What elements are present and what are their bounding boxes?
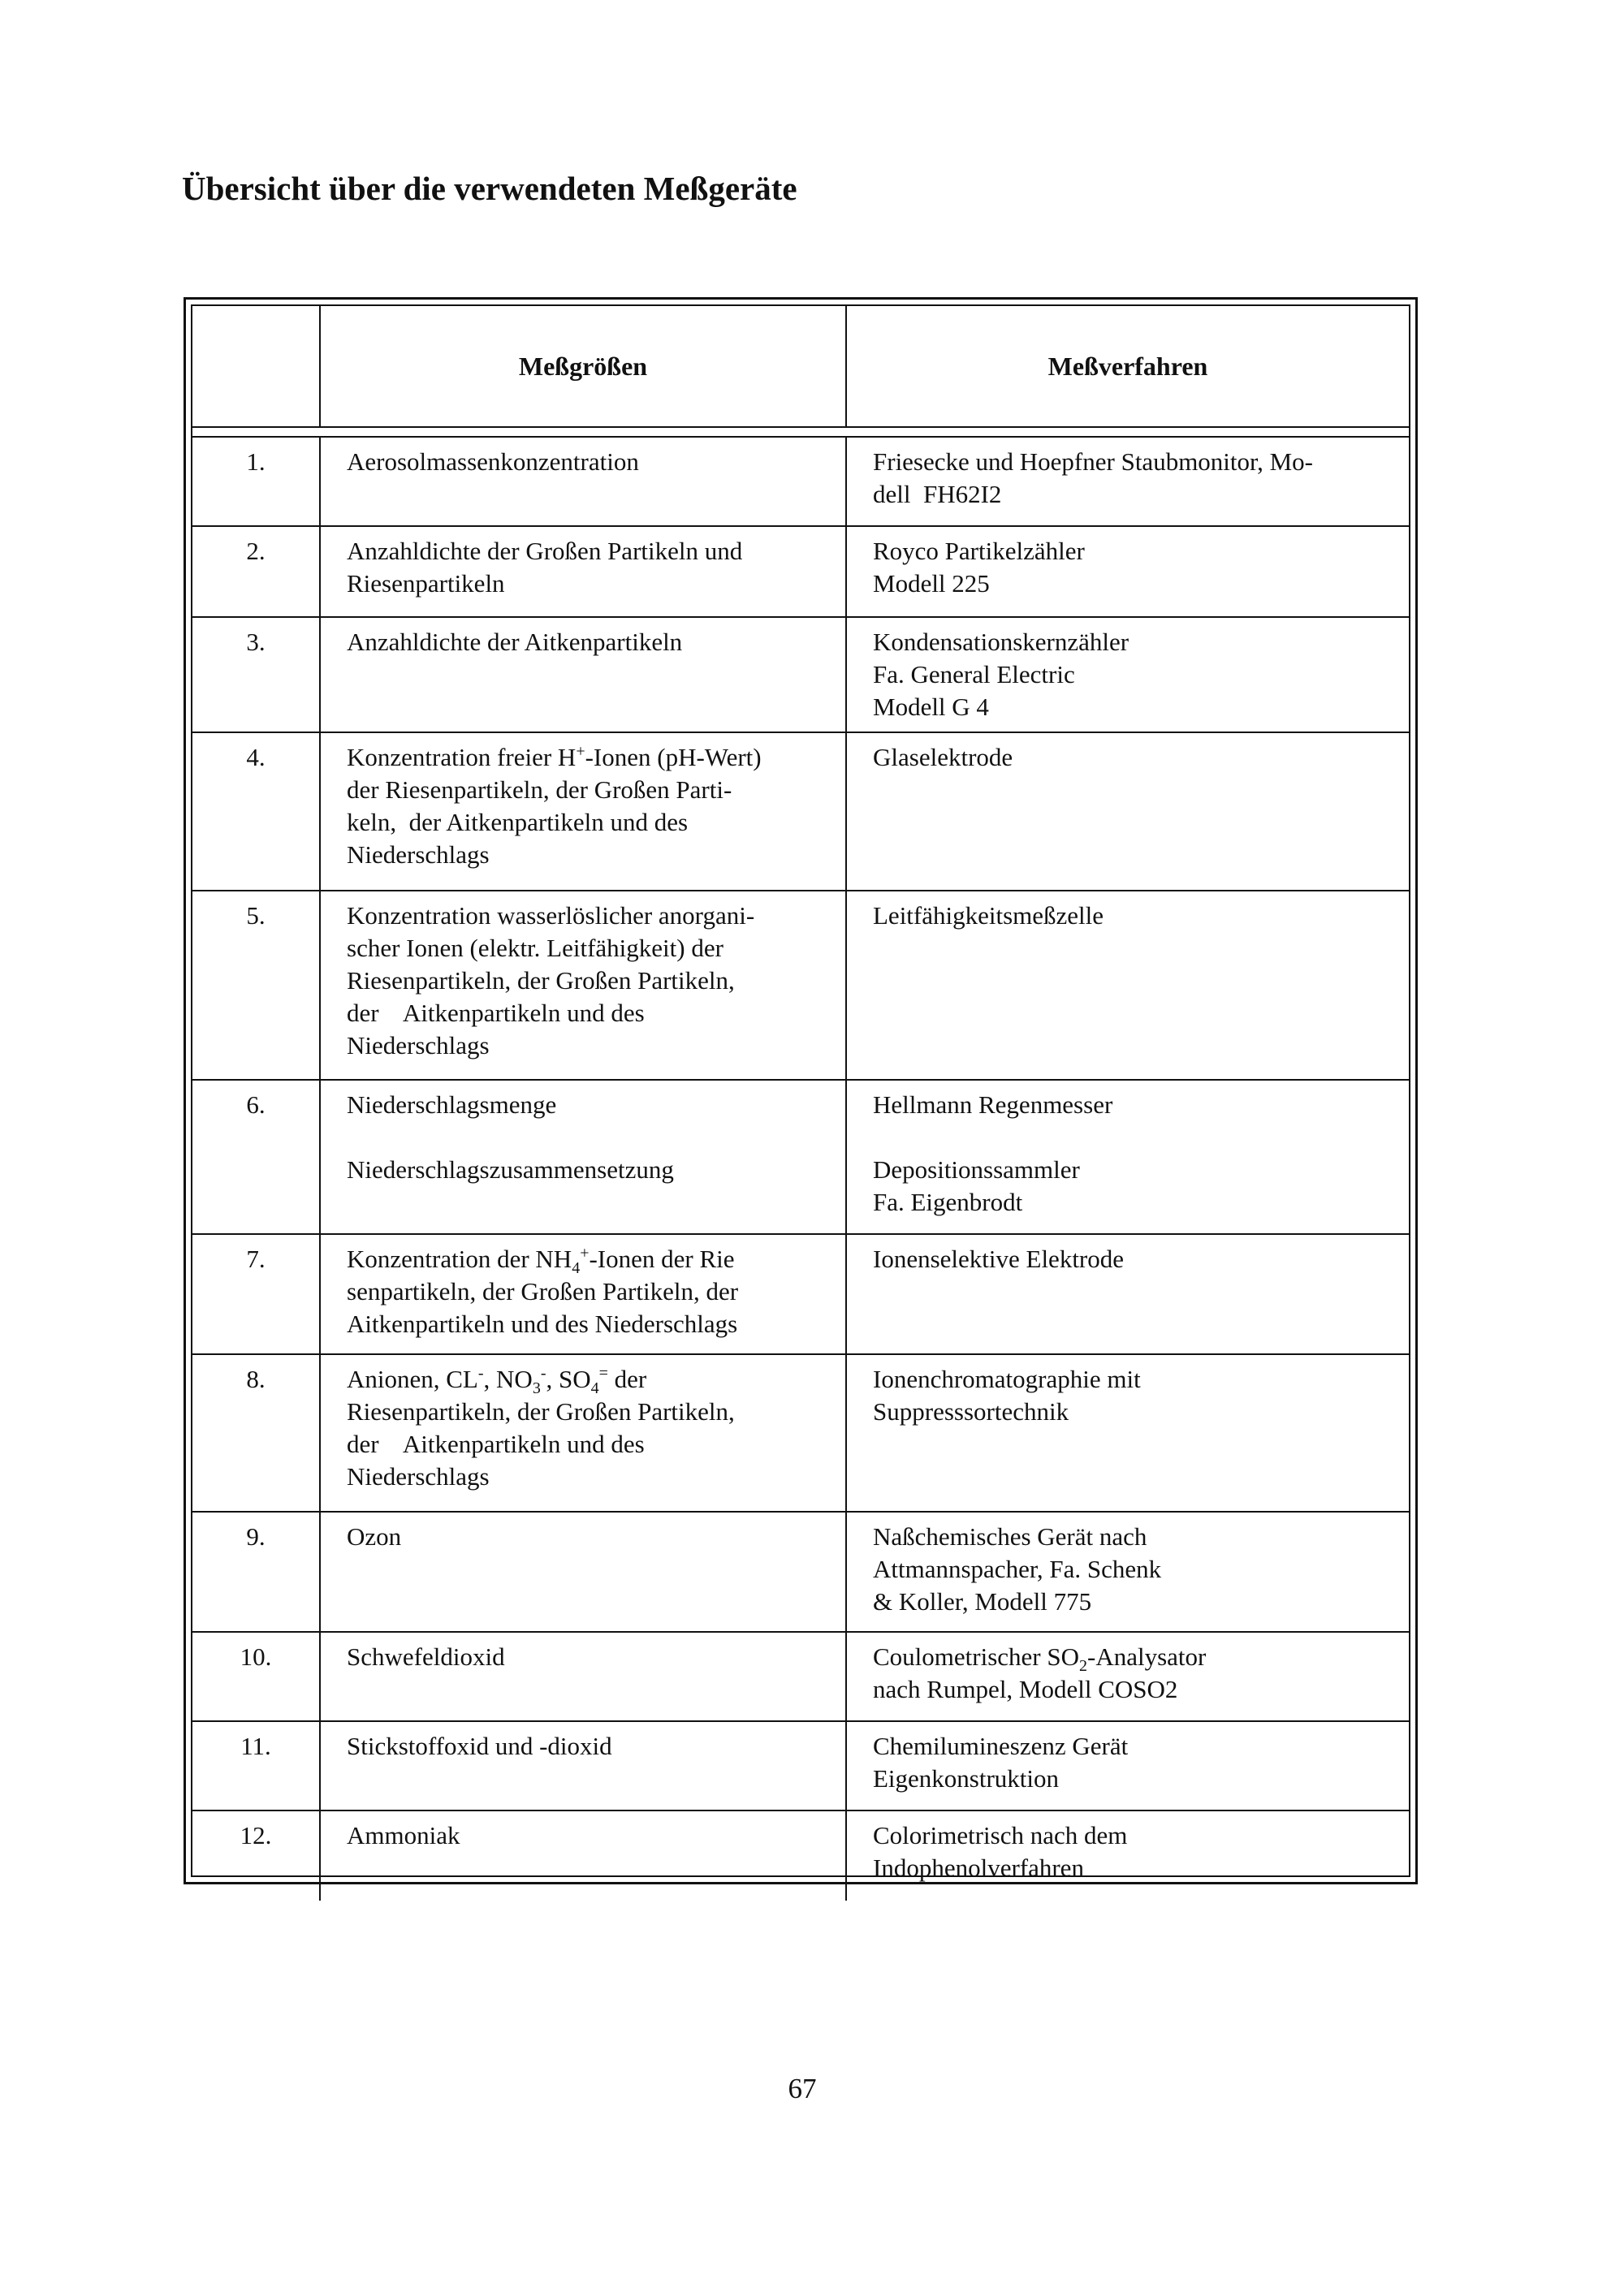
quantity-line: senpartikeln, der Großen Partikeln, der xyxy=(347,1277,739,1306)
method-line: Chemilumineszenz Gerät xyxy=(873,1732,1129,1760)
quantity-line: der Riesenpartikeln, der Großen Parti- xyxy=(347,775,732,804)
quantity-line: Niederschlags xyxy=(347,1031,490,1060)
method-line: Glaselektrode xyxy=(873,743,1013,771)
method-cell xyxy=(846,617,1409,732)
page-number: 67 xyxy=(788,2073,817,2104)
method-line: Indophenolverfahren xyxy=(873,1854,1084,1882)
method-cell xyxy=(846,1080,1409,1234)
method-line: Hellmann Regenmesser xyxy=(873,1090,1113,1119)
method-text: -Analysator xyxy=(1087,1642,1207,1671)
quantity-cell xyxy=(320,1234,846,1354)
superscript: + xyxy=(576,742,585,761)
row-number: 9. xyxy=(192,1512,320,1632)
table-row xyxy=(192,1810,1409,1901)
page-title: Übersicht über die verwendeten Meßgeräte xyxy=(182,170,797,207)
quantity-line: Stickstoffoxid und -dioxid xyxy=(347,1732,612,1760)
table-row xyxy=(192,1080,1409,1234)
quantity-first-line xyxy=(347,1243,821,1278)
quantity-text: -Ionen der Rie xyxy=(589,1245,735,1273)
quantity-cell xyxy=(320,1810,846,1901)
method-line: & Koller, Modell 775 xyxy=(873,1587,1092,1616)
table-row xyxy=(192,1354,1409,1512)
method-cell xyxy=(846,437,1409,526)
method-line: dell FH62I2 xyxy=(873,480,1002,508)
line-gap xyxy=(873,1121,1384,1154)
row-number: 2. xyxy=(192,526,320,617)
quantity-line: Konzentration wasserlöslicher anorgani- xyxy=(347,901,755,930)
quantity-line: Niederschlags xyxy=(347,1462,490,1491)
quantity-cell xyxy=(320,891,846,1080)
method-line: Leitfähigkeitsmeßzelle xyxy=(873,901,1104,930)
quantity-line: der Aitkenpartikeln und des xyxy=(347,1430,645,1458)
header-gap xyxy=(192,427,1409,437)
method-line: Modell G 4 xyxy=(873,693,989,721)
quantity-cell xyxy=(320,1354,846,1512)
row-number: 7. xyxy=(192,1234,320,1354)
quantity-cell xyxy=(320,1512,846,1632)
quantity-cell xyxy=(320,1080,846,1234)
row-number: 6. xyxy=(192,1080,320,1234)
row-number: 4. xyxy=(192,732,320,891)
quantity-cell xyxy=(320,437,846,526)
anion-text: der xyxy=(607,1365,647,1393)
table-row xyxy=(192,1632,1409,1721)
superscript: = xyxy=(598,1364,608,1383)
quantity-line: Riesenpartikeln, der Großen Partikeln, xyxy=(347,966,735,995)
method-cell xyxy=(846,1632,1409,1721)
quantity-cell xyxy=(320,1721,846,1810)
row-number: 1. xyxy=(192,437,320,526)
quantity-text: -Ionen (pH-Wert) xyxy=(585,743,762,771)
row-number: 5. xyxy=(192,891,320,1080)
quantity-cell xyxy=(320,1632,846,1721)
superscript: - xyxy=(477,1364,484,1383)
method-line: Modell 225 xyxy=(873,569,990,598)
quantity-line: Riesenpartikeln xyxy=(347,569,505,598)
quantity-line: Anzahldichte der Großen Partikeln und xyxy=(347,537,743,565)
method-line: Attmannspacher, Fa. Schenk xyxy=(873,1555,1162,1583)
method-line: Fa. Eigenbrodt xyxy=(873,1188,1023,1216)
method-cell xyxy=(846,1810,1409,1901)
method-cell xyxy=(846,891,1409,1080)
method-line: Depositionssammler xyxy=(873,1155,1080,1184)
quantity-line: Niederschlagszusammensetzung xyxy=(347,1155,674,1184)
anion-text: , SO xyxy=(546,1365,591,1393)
quantity-line: der Aitkenpartikeln und des xyxy=(347,999,645,1027)
quantity-line: Niederschlags xyxy=(347,840,490,869)
method-cell xyxy=(846,1354,1409,1512)
header-methods: Meßverfahren xyxy=(846,306,1409,427)
method-line: Friesecke und Hoepfner Staubmonitor, Mo- xyxy=(873,447,1314,476)
quantity-text: Konzentration freier H xyxy=(347,743,577,771)
method-line: Eigenkonstruktion xyxy=(873,1764,1060,1793)
subscript: 4 xyxy=(590,1379,599,1398)
method-line: Naßchemisches Gerät nach xyxy=(873,1522,1147,1551)
instrument-table-inner xyxy=(191,304,1410,1882)
row-number: 8. xyxy=(192,1354,320,1512)
method-line: Ionenselektive Elektrode xyxy=(873,1245,1125,1273)
superscript: - xyxy=(540,1364,546,1383)
quantity-line: Riesenpartikeln, der Großen Partikeln, xyxy=(347,1397,735,1426)
header-quantities: Meßgrößen xyxy=(320,306,846,427)
quantity-first-line xyxy=(347,741,821,774)
anion-text: Anionen, CL xyxy=(347,1365,478,1393)
method-cell xyxy=(846,1512,1409,1632)
quantity-line: Aitkenpartikeln und des Niederschlags xyxy=(347,1310,738,1338)
table-row xyxy=(192,617,1409,732)
quantity-cell xyxy=(320,526,846,617)
subscript: 3 xyxy=(532,1379,541,1398)
quantity-line: Niederschlagsmenge xyxy=(347,1090,557,1119)
method-text: Coulometrischer SO xyxy=(873,1642,1079,1671)
quantity-line: Schwefeldioxid xyxy=(347,1642,505,1671)
anion-line xyxy=(347,1363,821,1396)
table-row xyxy=(192,437,1409,526)
method-line: nach Rumpel, Modell COSO2 xyxy=(873,1675,1178,1703)
quantity-line: Ammoniak xyxy=(347,1821,460,1849)
row-number: 3. xyxy=(192,617,320,732)
method-line: Royco Partikelzähler xyxy=(873,537,1085,565)
superscript: + xyxy=(580,1244,590,1262)
instrument-table xyxy=(192,306,1409,1901)
subscript: 2 xyxy=(1079,1657,1087,1676)
row-number: 11. xyxy=(192,1721,320,1810)
quantity-line: keln, der Aitkenpartikeln und des xyxy=(347,808,689,836)
table-row xyxy=(192,1721,1409,1810)
method-cell xyxy=(846,526,1409,617)
quantity-line: Aerosolmassenkonzentration xyxy=(347,447,639,476)
row-number: 12. xyxy=(192,1810,320,1901)
quantity-line: Ozon xyxy=(347,1522,402,1551)
subscript: 4 xyxy=(572,1259,581,1278)
table-row xyxy=(192,891,1409,1080)
line-gap xyxy=(347,1121,821,1154)
quantity-line: Anzahldichte der Aitkenpartikeln xyxy=(347,628,683,656)
method-line: Suppresssortechnik xyxy=(873,1397,1069,1426)
quantity-text: Konzentration der NH xyxy=(347,1245,572,1273)
method-line: Fa. General Electric xyxy=(873,660,1075,688)
method-line: Colorimetrisch nach dem xyxy=(873,1821,1128,1849)
table-row xyxy=(192,732,1409,891)
table-header-row xyxy=(192,306,1409,427)
quantity-cell xyxy=(320,617,846,732)
header-number xyxy=(192,306,320,427)
quantity-cell xyxy=(320,732,846,891)
table-row xyxy=(192,526,1409,617)
anion-text: , NO xyxy=(483,1365,533,1393)
method-cell xyxy=(846,1721,1409,1810)
method-first-line xyxy=(873,1641,1384,1676)
method-line: Kondensationskernzähler xyxy=(873,628,1129,656)
quantity-line: scher Ionen (elektr. Leitfähigkeit) der xyxy=(347,934,723,962)
method-line: Ionenchromatographie mit xyxy=(873,1365,1141,1393)
table-row xyxy=(192,1512,1409,1632)
method-cell xyxy=(846,732,1409,891)
instrument-table-frame xyxy=(184,297,1418,1884)
method-cell xyxy=(846,1234,1409,1354)
table-row xyxy=(192,1234,1409,1354)
row-number: 10. xyxy=(192,1632,320,1721)
